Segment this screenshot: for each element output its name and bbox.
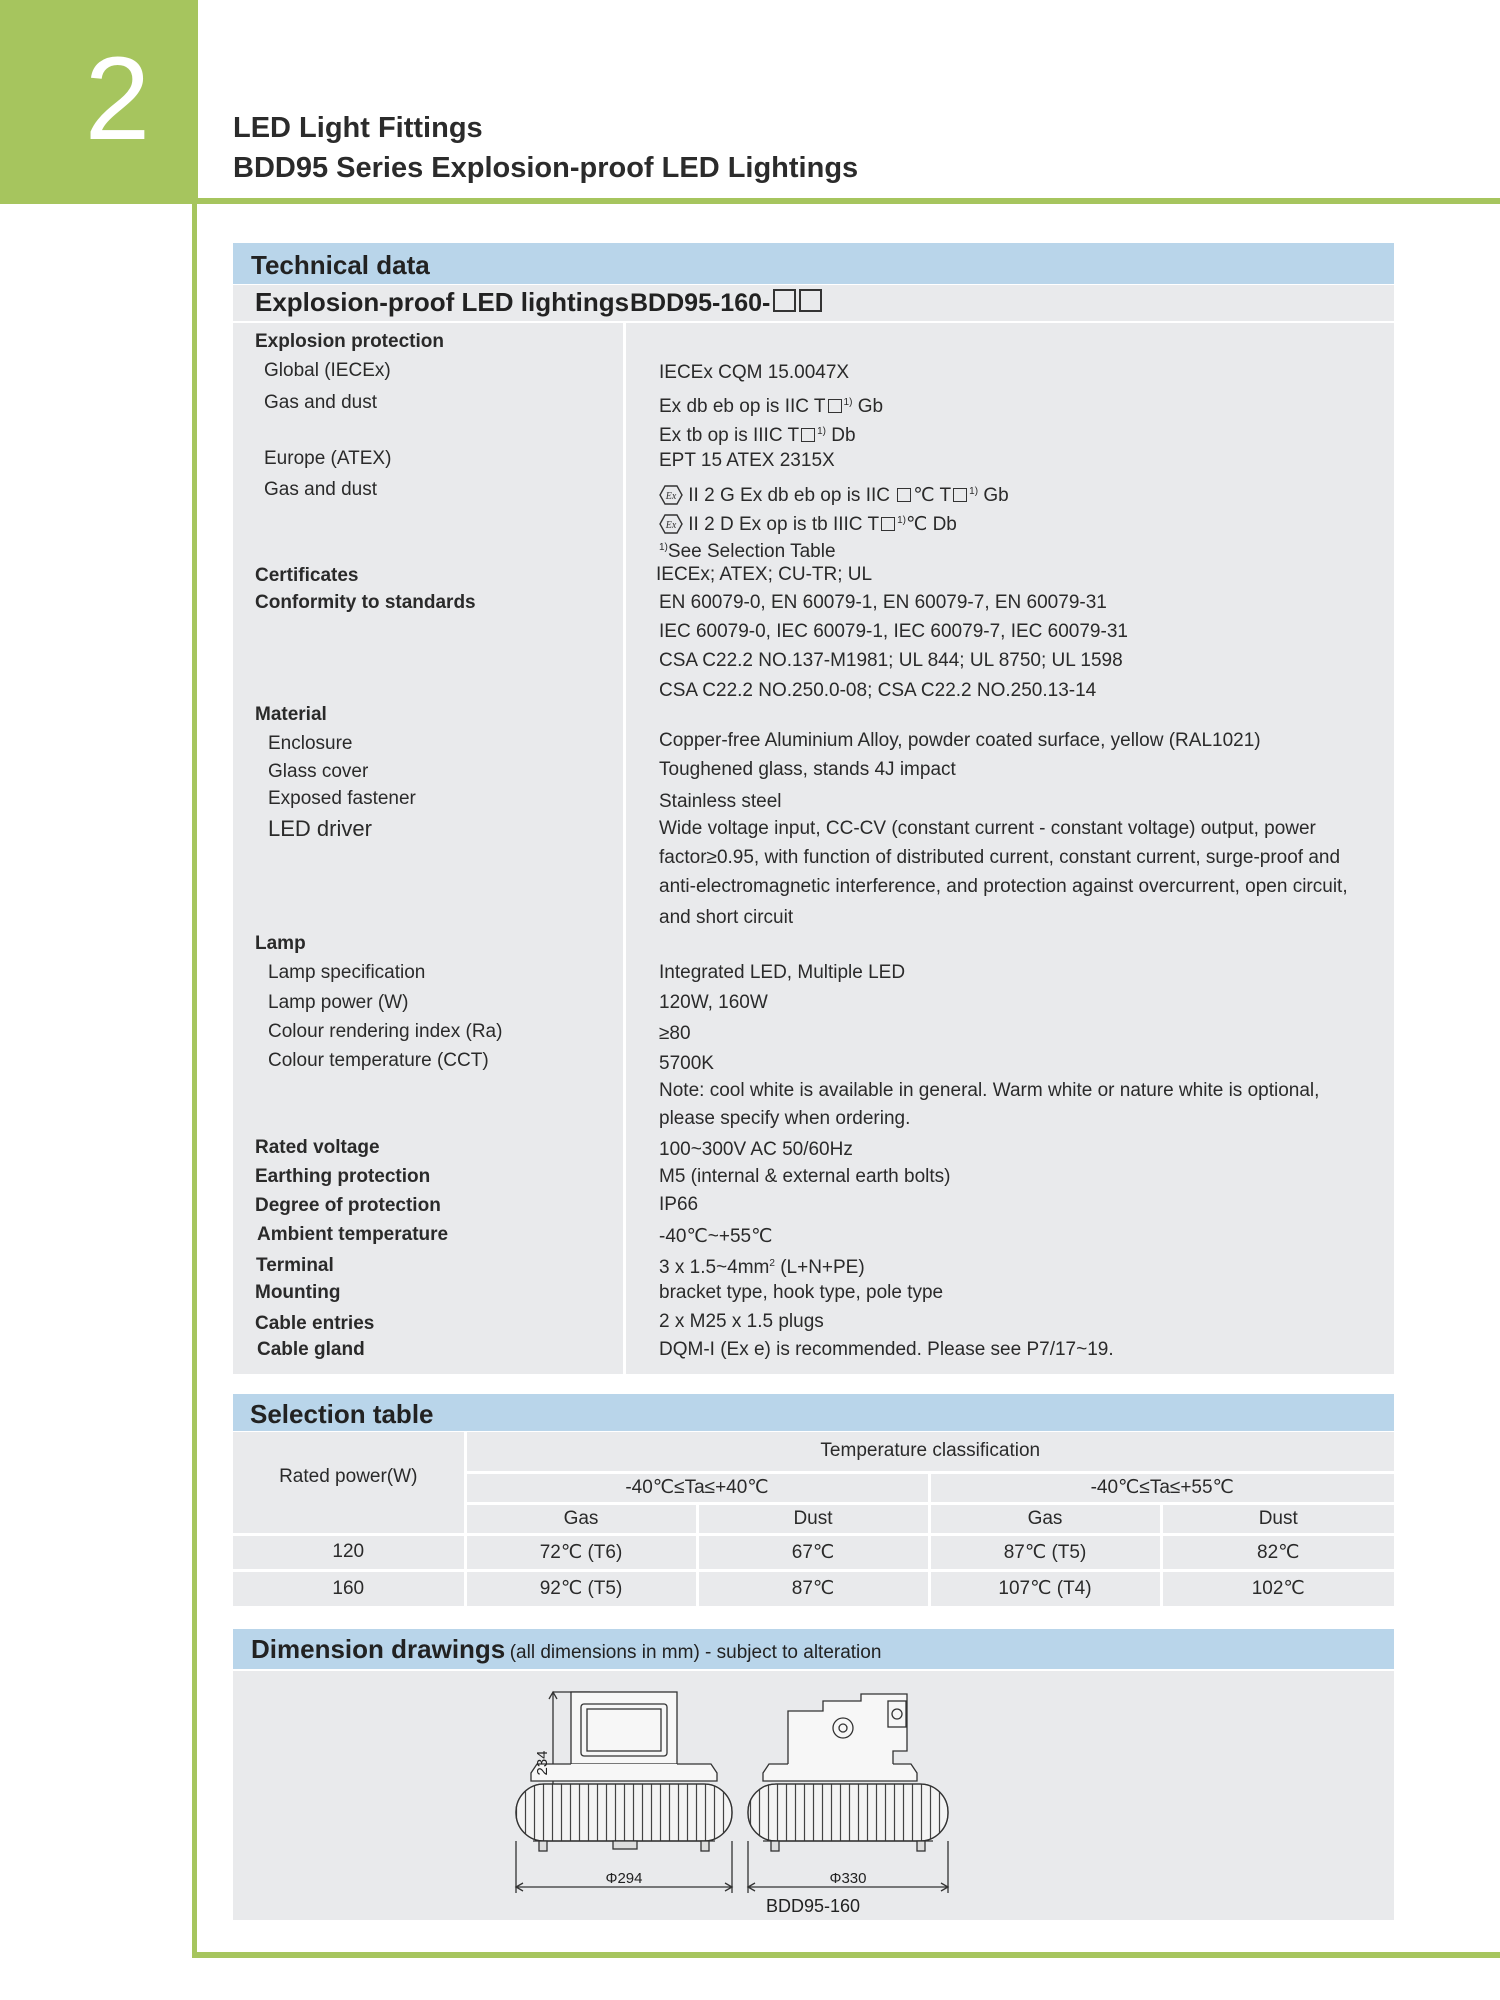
label-cable-entries: Cable entries [255,1313,375,1334]
technical-data-band [233,243,1394,284]
front-view-drawing [516,1692,732,1893]
placeholder-box-icon [828,399,842,413]
value-certificates: IECEx; ATEX; CU-TR; UL [656,564,873,585]
label-terminal: Terminal [256,1255,334,1276]
gas-header: Gas [465,1503,697,1534]
power-cell: 120 [233,1534,465,1570]
product-code: BDD95-160- [630,289,822,318]
label-enclosure: Enclosure [268,733,353,754]
value-ambient-temperature: -40℃~+55℃ [659,1226,773,1247]
side-view-drawing [748,1694,948,1893]
label-ambient-temperature: Ambient temperature [257,1224,449,1245]
value-rated-voltage: 100~300V AC 50/60Hz [659,1139,853,1160]
selection-table-note: $^{1)}$See Selection Table [659,541,836,562]
code-box-icon [799,289,822,312]
value-cable-gland: DQM-I (Ex e) is recommended. Please see P7/17~19. [659,1339,1114,1360]
label-material: Material [255,704,327,725]
ex-hexagon-icon [659,485,683,505]
value-terminal: 3 x $1.5\sim 4mm^2$ (L+N+PE) [659,1257,865,1278]
value-standard-4: CSA C22.2 NO.250.0-08; CSA C22.2 NO.250.13-14 [659,680,1097,701]
label-degree-protection: Degree of protection [255,1195,441,1216]
value-standard-3: CSA C22.2 NO.137-M1981; UL 844; UL 8750; UL 1598 [659,650,1123,671]
table-row [233,1534,1394,1570]
value-exposed-fastener: Stainless steel [659,791,782,812]
value-lamp-specification: Integrated LED, Multiple LED [659,962,906,983]
side-rule [192,204,197,1958]
selection-table-heading: Selection table [250,1399,434,1429]
label-gas-dust: Gas and dust [264,392,378,413]
value-atex-dust: Ex II 2 D Ex op is tb IIIC T $^{1)}$℃ Db [659,509,957,537]
label-explosion-protection: Explosion protection [255,331,444,352]
gas-40-cell: 72℃ (T6) [465,1534,697,1570]
placeholder-box-icon [897,488,911,502]
footer-rule [192,1952,1500,1958]
value-cct: 5700K [659,1053,714,1074]
label-led-driver: LED driver [268,816,372,841]
value-led-driver-line1: Wide voltage input, CC-CV (constant current - constant voltage) output, power [659,818,1316,839]
value-earthing: M5 (internal & external earth bolts) [659,1166,951,1187]
value-cri: ≥80 [659,1023,691,1044]
front-diameter-label: Φ294 [605,1870,643,1887]
label-conformity: Conformity to standards [255,592,476,613]
dimension-drawing [233,1671,1394,1920]
technical-data-panel [233,323,1394,1374]
gas-55-cell: 87℃ (T5) [929,1534,1161,1570]
placeholder-box-icon [881,517,895,531]
model-label: BDD95-160 [765,1896,861,1916]
value-led-driver-line3: anti-electromagnetic interference, and protection against overcurrent, open circuit, [659,876,1348,897]
gas-header: Gas [929,1503,1161,1534]
page-titles [233,108,858,188]
temperature-class-header: Temperature classification [465,1432,1394,1472]
value-europe-atex: EPT 15 ATEX 2315X [659,450,835,471]
value-standard-1: EN 60079-0, EN 60079-1, EN 60079-7, EN 60079-31 [659,592,1107,613]
dust-header: Dust [697,1503,929,1534]
value-lamp-power: 120W, 160W [659,992,768,1013]
dust-header: Dust [1161,1503,1394,1534]
column-divider [623,323,626,1374]
placeholder-box-icon [801,428,815,442]
label-rated-voltage: Rated voltage [255,1137,380,1158]
page-title-category: LED Light Fittings [233,112,483,144]
side-diameter-label: Φ330 [829,1870,867,1887]
svg-text:Ex: Ex [665,520,677,531]
selection-grid [233,1432,1394,1606]
label-earthing: Earthing protection [255,1166,431,1187]
ex-hexagon-icon [659,514,683,534]
value-global-iecex: IECEx CQM 15.0047X [659,362,850,383]
label-glass-cover: Glass cover [268,761,369,782]
range-header-40: -40℃≤Ta≤+40℃ [465,1472,929,1503]
label-cri: Colour rendering index (Ra) [268,1021,503,1042]
value-mounting: bracket type, hook type, pole type [659,1282,944,1303]
label-exposed-fastener: Exposed fastener [268,788,416,809]
chapter-number: 2 [84,33,151,165]
dimension-band [233,1629,1394,1669]
dust-40-cell: 87℃ [697,1570,929,1606]
label-lamp: Lamp [255,933,306,954]
dimension-panel [233,1671,1394,1920]
table-row [233,1570,1394,1606]
label-gas-dust: Gas and dust [264,479,378,500]
rated-power-header: Rated power(W) [233,1432,465,1534]
label-certificates: Certificates [255,565,359,586]
label-lamp-power: Lamp power (W) [268,992,409,1013]
dust-55-cell: 82℃ [1161,1534,1394,1570]
svg-text:Ex: Ex [665,491,677,502]
product-label: Explosion-proof LED lightings [255,287,630,317]
dust-40-cell: 67℃ [697,1534,929,1570]
value-glass-cover: Toughened glass, stands 4J impact [659,759,956,780]
product-row [233,285,1394,321]
value-atex-gas: Ex II 2 G Ex db eb op is IIC ℃ T $^{1)}$ Gb [659,480,1009,508]
value-led-driver-line4: and short circuit [659,907,794,928]
value-standard-2: IEC 60079-0, IEC 60079-1, IEC 60079-7, IEC 60079-31 [659,621,1128,642]
height-dimension-label: 234 [534,1750,551,1776]
value-cct-note-line1: Note: cool white is available in general. Warm white or nature white is optional, [659,1080,1320,1101]
dimension-heading: Dimension drawings (all dimensions in mm) - subject to alteration [251,1634,882,1664]
label-cct: Colour temperature (CCT) [268,1050,489,1071]
page-title-product: BDD95 Series Explosion-proof LED Lightings [233,152,859,184]
gas-55-cell: 107℃ (T4) [929,1570,1161,1606]
code-box-icon [773,289,796,312]
value-iecex-gas: Ex db eb op is IIC T $^{1)}$ Gb [659,396,884,417]
value-led-driver-line2: factor≥0.95, with function of distributed current, constant current, surge-proof and [659,847,1341,868]
header-rule [197,198,1500,204]
value-iecex-dust: Ex tb op is IIIC T $^{1)}$ Db [659,425,856,446]
value-enclosure: Copper-free Aluminium Alloy, powder coated surface, yellow (RAL1021) [659,730,1261,751]
label-lamp-specification: Lamp specification [268,962,426,983]
value-degree-protection: IP66 [659,1194,699,1215]
selection-table [233,1432,1394,1606]
gas-40-cell: 92℃ (T5) [465,1570,697,1606]
value-cct-note-line2: please specify when ordering. [659,1108,911,1129]
label-global-iecex: Global (IECEx) [264,360,391,381]
technical-data-heading: Technical data [251,250,430,280]
selection-table-band [233,1394,1394,1431]
value-cable-entries: 2 x M25 x 1.5 plugs [659,1311,824,1332]
label-cable-gland: Cable gland [257,1339,365,1360]
range-header-55: -40℃≤Ta≤+55℃ [929,1472,1394,1503]
placeholder-box-icon [953,488,967,502]
power-cell: 160 [233,1570,465,1606]
label-mounting: Mounting [255,1282,341,1303]
label-europe-atex: Europe (ATEX) [264,448,392,469]
dust-55-cell: 102℃ [1161,1570,1394,1606]
